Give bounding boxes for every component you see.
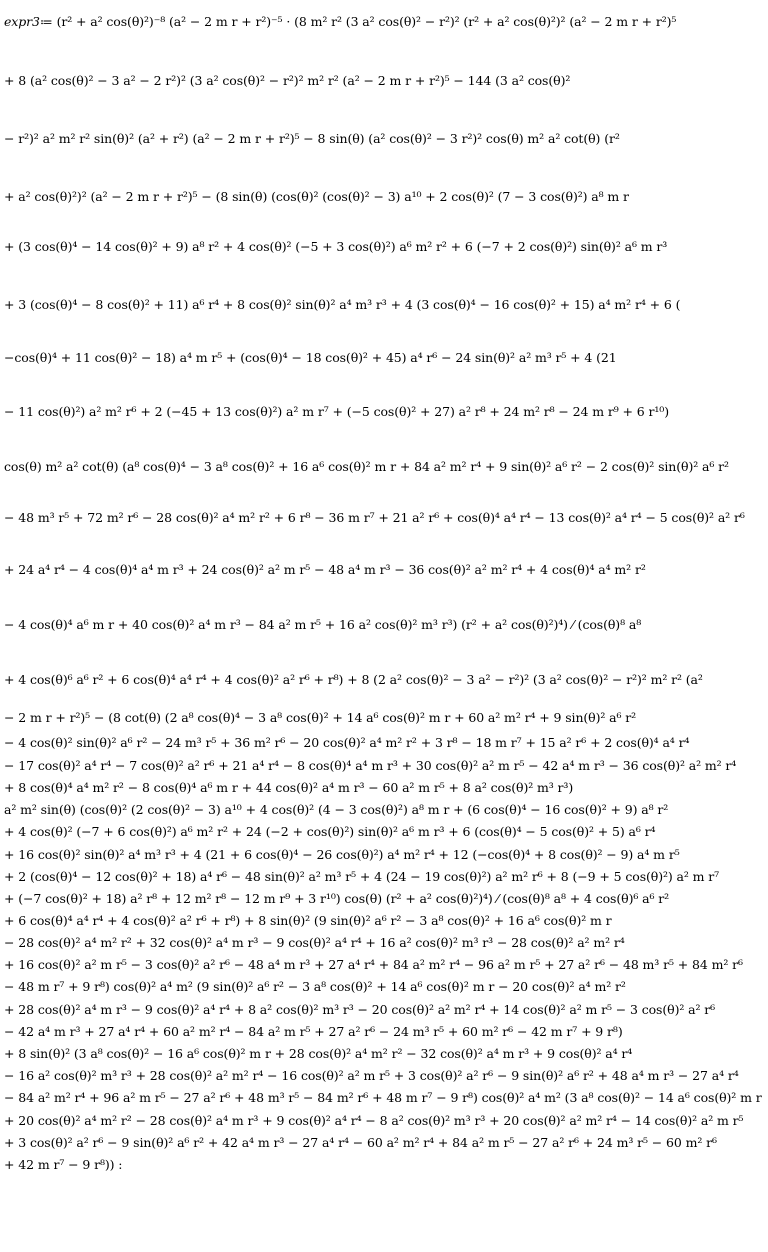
expression-line-26: − 48 m r⁷ + 9 r⁸) cos(θ)² a⁴ m² (9 sin(θ)² a⁶ r² − 3 a⁸ cos(θ)² + 14 a⁶ cos(θ)² m r − 20 cos(θ)² a⁴ m² r² [4,979,626,994]
expression-line-10: − 48 m³ r⁵ + 72 m² r⁶ − 28 cos(θ)² a⁴ m² r² + 6 r⁸ − 36 m r⁷ + 21 a² r⁶ + cos(θ)⁴ a⁴ r⁴ − 13 cos(θ)² a⁴ r⁴ − 5 cos(θ)² a² r⁶ [4,510,745,525]
expression-line-29: + 8 sin(θ)² (3 a⁸ cos(θ)² − 16 a⁶ cos(θ)² m r + 28 cos(θ)² a⁴ m² r² − 32 cos(θ)² a⁴ m r³ + 9 cos(θ)² a⁴ r⁴ [4,1046,633,1061]
expression-line-23: + 6 cos(θ)⁴ a⁴ r⁴ + 4 cos(θ)² a² r⁶ + r⁸) + 8 sin(θ)² (9 sin(θ)² a⁶ r² − 3 a⁸ cos(θ)² + 16 a⁶ cos(θ)² m r [4,913,612,928]
expression-line-24: − 28 cos(θ)² a⁴ m² r² + 32 cos(θ)² a⁴ m r³ − 9 cos(θ)² a⁴ r⁴ + 16 a² cos(θ)² m³ r³ − 28 cos(θ)² a² m² r⁴ [4,935,625,950]
expression-line-20: + 16 cos(θ)² sin(θ)² a⁴ m³ r³ + 4 (21 + 6 cos(θ)⁴ − 26 cos(θ)²) a⁴ m² r⁴ + 12 (−cos(θ)⁴ + 8 cos(θ)² − 9) a⁴ m r⁵ [4,847,680,862]
expression-text: ≔ (r² + a² cos(θ)²)⁻⁸ (a² − 2 m r + r²)⁻⁵ · (8 m² r² (3 a² cos(θ)² − r²)² (r² + a² cos(θ)²)² (a² − 2 m r + r²)⁵ [39,14,677,29]
expression-line-27: + 28 cos(θ)² a⁴ m r³ − 9 cos(θ)² a⁴ r⁴ + 8 a² cos(θ)² m³ r³ − 20 cos(θ)² a² m² r⁴ + 14 cos(θ)² a² m r⁵ − 3 cos(θ)² a² r⁶ [4,1002,716,1017]
expression-line-15: − 4 cos(θ)² sin(θ)² a⁶ r² − 24 m³ r⁵ + 36 m² r⁶ − 20 cos(θ)² a⁴ m² r² + 3 r⁸ − 18 m r⁷ + 15 a² r⁶ + 2 cos(θ)⁴ a⁴ r⁴ [4,735,690,750]
expression-line-7: −cos(θ)⁴ + 11 cos(θ)² − 18) a⁴ m r⁵ + (cos(θ)⁴ − 18 cos(θ)² + 45) a⁴ r⁶ − 24 sin(θ)² a² m³ r⁵ + 4 (21 [4,350,617,365]
expression-line-21: + 2 (cos(θ)⁴ − 12 cos(θ)² + 18) a⁴ r⁶ − 48 sin(θ)² a² m³ r⁵ + 4 (24 − 19 cos(θ)²) a² m² r⁶ + 8 (−9 + 5 cos(θ)²) a² m r⁷ [4,869,720,884]
expression-line-30: − 16 a² cos(θ)² m³ r³ + 28 cos(θ)² a² m² r⁴ − 16 cos(θ)² a² m r⁵ + 3 cos(θ)² a² r⁶ − 9 sin(θ)² a⁶ r² + 48 a⁴ m r³ − 27 a⁴ r⁴ [4,1068,739,1083]
expression-line-11: + 24 a⁴ r⁴ − 4 cos(θ)⁴ a⁴ m r³ + 24 cos(θ)² a² m r⁵ − 48 a⁴ m r³ − 36 cos(θ)² a² m² r⁴ + 4 cos(θ)⁴ a⁴ m² r² [4,562,646,577]
expression-line-4: + a² cos(θ)²)² (a² − 2 m r + r²)⁵ − (8 sin(θ) (cos(θ)² (cos(θ)² − 3) a¹⁰ + 2 cos(θ)² (7 − 3 cos(θ)²) a⁸ m r [4,189,629,204]
expression-line-31: − 84 a² m² r⁴ + 96 a² m r⁵ − 27 a² r⁶ + 48 m³ r⁵ − 84 m² r⁶ + 48 m r⁷ − 9 r⁸) cos(θ)² a⁴ m² (3 a⁸ cos(θ)² − 14 a⁶ cos(θ)² m r [4,1090,762,1105]
expression-line-13: + 4 cos(θ)⁶ a⁶ r² + 6 cos(θ)⁴ a⁴ r⁴ + 4 cos(θ)² a² r⁶ + r⁸) + 8 (2 a² cos(θ)² − 3 a² − r²)² (3 a² cos(θ)² − r²)² m² r² (a² [4,672,703,687]
expression-line-9: cos(θ) m² a² cot(θ) (a⁸ cos(θ)⁴ − 3 a⁸ cos(θ)² + 16 a⁶ cos(θ)² m r + 84 a² m² r⁴ + 9 sin(θ)² a⁶ r² − 2 cos(θ)² sin(θ)² a⁶ r² [4,459,729,474]
expression-line-8: − 11 cos(θ)²) a² m² r⁶ + 2 (−45 + 13 cos(θ)²) a² m r⁷ + (−5 cos(θ)² + 27) a² r⁸ + 24 m² r⁸ − 24 m r⁹ + 6 r¹⁰) [4,404,669,419]
expression-line-6: + 3 (cos(θ)⁴ − 8 cos(θ)² + 11) a⁶ r⁴ + 8 cos(θ)² sin(θ)² a⁴ m³ r³ + 4 (3 cos(θ)⁴ − 16 cos(θ)² + 15) a⁴ m² r⁴ + 6 ( [4,297,681,312]
expression-line-3: − r²)² a² m² r² sin(θ)² (a² + r²) (a² − 2 m r + r²)⁵ − 8 sin(θ) (a² cos(θ)² − 3 r²)² cos(θ) m² a² cot(θ) (r² [4,131,620,146]
expression-line-25: + 16 cos(θ)² a² m r⁵ − 3 cos(θ)² a² r⁶ − 48 a⁴ m r³ + 27 a⁴ r⁴ + 84 a² m² r⁴ − 96 a² m r⁵ + 27 a² r⁶ − 48 m³ r⁵ + 84 m² r⁶ [4,957,743,972]
expression-line-19: + 4 cos(θ)² (−7 + 6 cos(θ)²) a⁶ m² r² + 24 (−2 + cos(θ)²) sin(θ)² a⁶ m r³ + 6 (cos(θ)⁴ − 5 cos(θ)² + 5) a⁶ r⁴ [4,824,656,839]
expression-line-14: − 2 m r + r²)⁵ − (8 cot(θ) (2 a⁸ cos(θ)⁴ − 3 a⁸ cos(θ)² + 14 a⁶ cos(θ)² m r + 60 a² m² r⁴ + 9 sin(θ)² a⁶ r² [4,710,637,725]
expression-line-33: + 3 cos(θ)² a² r⁶ − 9 sin(θ)² a⁶ r² + 42 a⁴ m r³ − 27 a⁴ r⁴ − 60 a² m² r⁴ + 84 a² m r⁵ − 27 a² r⁶ + 24 m³ r⁵ − 60 m² r⁶ [4,1135,717,1150]
expression-label: expr3 [4,14,40,29]
expression-line-18: a² m² sin(θ) (cos(θ)² (2 cos(θ)² − 3) a¹⁰ + 4 cos(θ)² (4 − 3 cos(θ)²) a⁸ m r + (6 cos(θ)⁴ − 16 cos(θ)² + 9) a⁸ r² [4,802,669,817]
expression-line-12: − 4 cos(θ)⁴ a⁶ m r + 40 cos(θ)² a⁴ m r³ − 84 a² m r⁵ + 16 a² cos(θ)² m³ r³) (r² + a² cos(θ)²)⁴) ⁄ (cos(θ)⁸ a⁸ [4,617,642,632]
expression-line-34: + 42 m r⁷ − 9 r⁸)) : [4,1157,123,1172]
expression-line-28: − 42 a⁴ m r³ + 27 a⁴ r⁴ + 60 a² m² r⁴ − 84 a² m r⁵ + 27 a² r⁶ − 24 m³ r⁵ + 60 m² r⁶ − 42 m r⁷ + 9 r⁸) [4,1024,623,1039]
expression-line-16: − 17 cos(θ)² a⁴ r⁴ − 7 cos(θ)² a² r⁶ + 21 a⁴ r⁴ − 8 cos(θ)⁴ a⁴ m r³ + 30 cos(θ)² a² m r⁵ − 42 a⁴ m r³ − 36 cos(θ)² a² m² r⁴ [4,758,737,773]
expression-line-2: + 8 (a² cos(θ)² − 3 a² − 2 r²)² (3 a² cos(θ)² − r²)² m² r² (a² − 2 m r + r²)⁵ − 144 (3 a² cos(θ)² [4,73,571,88]
expression-line-1 [4,12,768,32]
expression-line-32: + 20 cos(θ)² a⁴ m² r² − 28 cos(θ)² a⁴ m r³ + 9 cos(θ)² a⁴ r⁴ − 8 a² cos(θ)² m³ r³ + 20 cos(θ)² a² m² r⁴ − 14 cos(θ)² a² m r⁵ [4,1113,744,1128]
expression-line-5: + (3 cos(θ)⁴ − 14 cos(θ)² + 9) a⁸ r² + 4 cos(θ)² (−5 + 3 cos(θ)²) a⁶ m² r² + 6 (−7 + 2 cos(θ)²) sin(θ)² a⁶ m r³ [4,239,668,254]
expression-line-17: + 8 cos(θ)⁴ a⁴ m² r² − 8 cos(θ)⁴ a⁶ m r + 44 cos(θ)² a⁴ m r³ − 60 a² m r⁵ + 8 a² cos(θ)² m³ r³) [4,780,574,795]
expression-line-22: + (−7 cos(θ)² + 18) a² r⁸ + 12 m² r⁸ − 12 m r⁹ + 3 r¹⁰) cos(θ) (r² + a² cos(θ)²)⁴) ⁄ (cos(θ)⁸ a⁸ + 4 cos(θ)⁶ a⁶ r² [4,891,670,906]
